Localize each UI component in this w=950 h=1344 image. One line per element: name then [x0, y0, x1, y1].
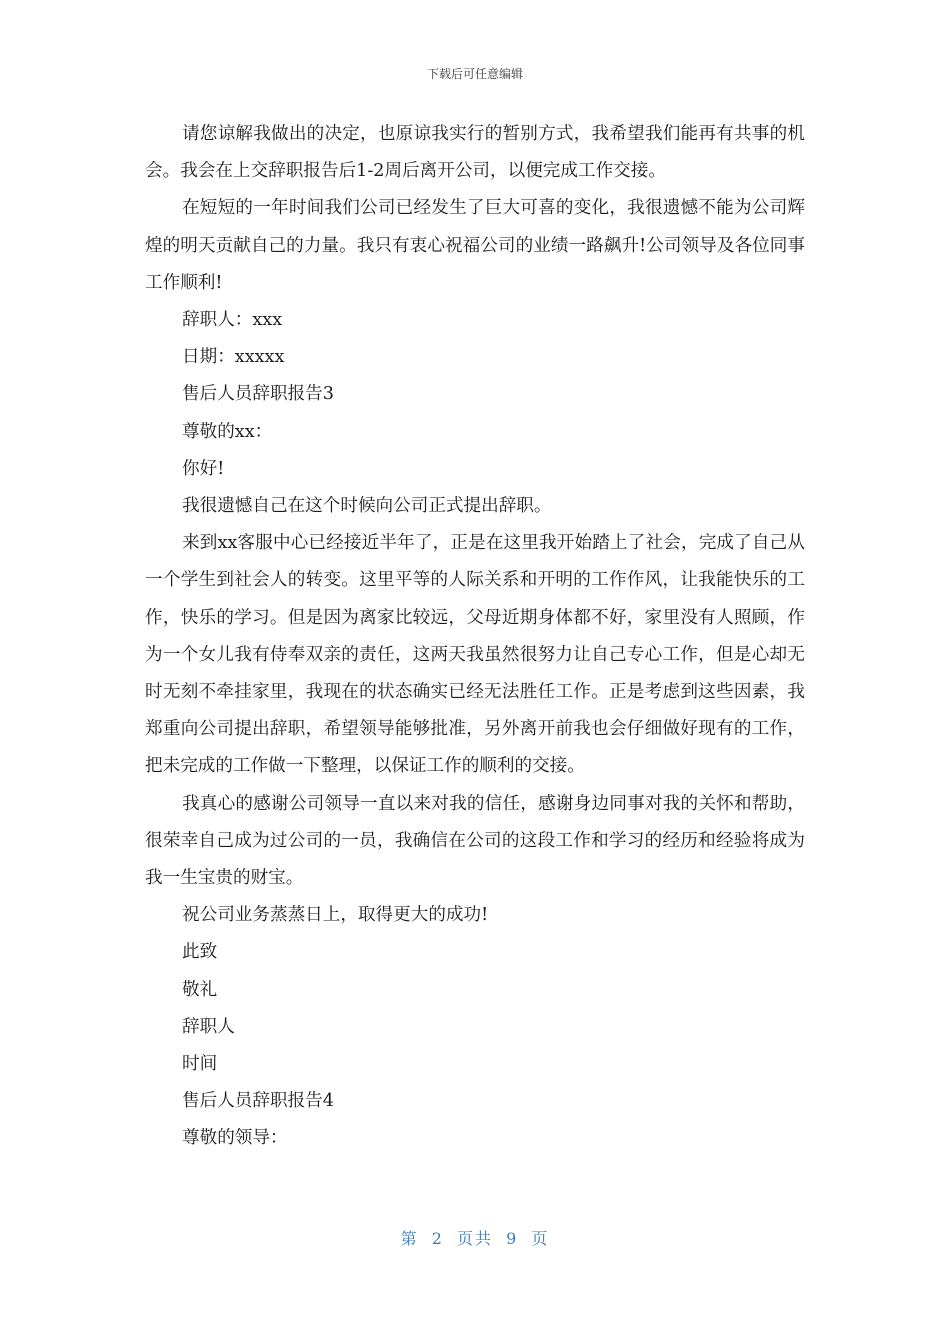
resigner-line: 辞职人：xxx: [182, 310, 283, 331]
salutation: 尊敬的xx：: [182, 421, 273, 442]
paragraph: 我很遗憾自己在这个时候向公司正式提出辞职。: [182, 496, 552, 517]
signature-line: 辞职人: [182, 1016, 235, 1037]
closing-line: 此致: [182, 942, 218, 963]
paragraph: 我真心的感谢公司领导一直以来对我的信任，感谢身边同事对我的关怀和帮助，很荣幸自己成为过公司的一员，我确信在公司的这段工作和学习的经历和经验将成为我一生宝贵的财宝。: [145, 793, 805, 889]
closing-line: 敬礼: [182, 979, 218, 1000]
paragraph: 在短短的一年时间我们公司已经发生了巨大可喜的变化，我很遗憾不能为公司辉煌的明天贡献自己的力量。我只有衷心祝福公司的业绩一路飙升!公司领导及各位同事工作顺利!: [145, 198, 805, 293]
paragraph: 请您谅解我做出的决定，也原谅我实行的暂别方式，我希望我们能再有共事的机会。我会在上交辞职报告后1-2周后离开公司，以便完成工作交接。: [145, 124, 805, 182]
section-title: 售后人员辞职报告4: [182, 1091, 334, 1112]
section-title: 售后人员辞职报告3: [182, 384, 334, 405]
paragraph: 祝公司业务蒸蒸日上，取得更大的成功!: [182, 905, 489, 926]
time-line: 时间: [182, 1054, 218, 1075]
greeting: 你好!: [182, 458, 225, 479]
page-header: 下载后可任意编辑: [426, 67, 523, 81]
date-line: 日期：xxxxx: [182, 347, 285, 368]
page-number-footer: 第 2 页共 9 页: [400, 1229, 550, 1248]
paragraph: 来到xx客服中心已经接近半年了，正是在这里我开始踏上了社会，完成了自己从一个学生到社会人的转变。这里平等的人际关系和开明的工作作风，让我能快乐的工作，快乐的学习。但是因为离家比较远，父母近期身体都不好，家里没有人照顾，作为一个女儿我有侍奉双亲的责任，这两天我虽然很努力让自己专心工作，但是心却无时无刻不牵挂家里，我现在的状态确实已经无法胜任工作。正是考虑到这些因素，我郑重向公司提出辞职，希望领导能够批准，另外离开前我也会仔细做好现有的工作，把未完成的工作做一下整理，以保证工作的顺利的交接。: [145, 533, 805, 777]
document-body: [145, 116, 805, 1158]
salutation: 尊敬的领导：: [182, 1128, 288, 1149]
